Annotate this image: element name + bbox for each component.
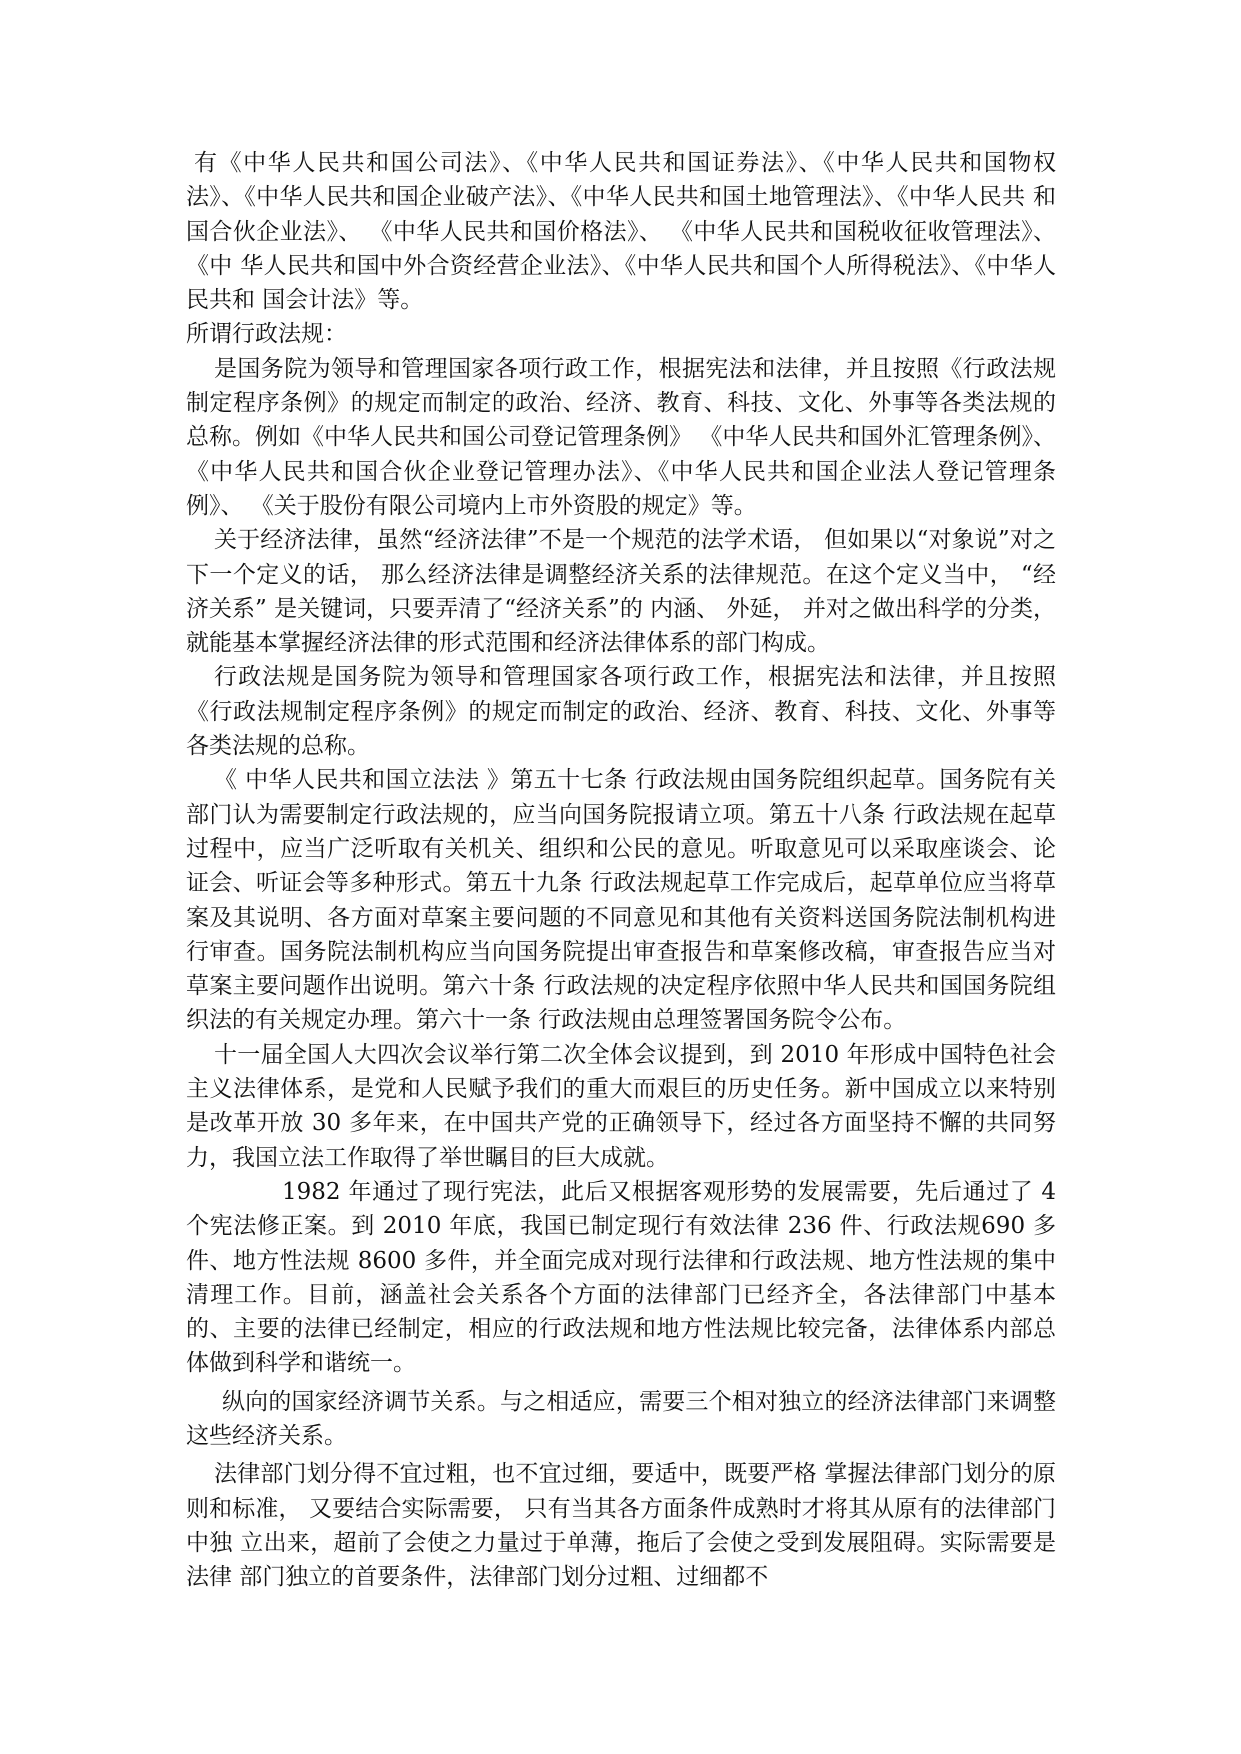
paragraph-admin-regulation-definition: 是国务院为领导和管理国家各项行政工作，根据宪法和法律，并且按照《行政法规制定程序条例》的规定而制定的政治、经济、教育、科技、文化、外事等各类法规的总称。例如《中华人民共和国公司登记管理条例》 《中华人民共和国外汇管理条例》、《中华人民共和国合伙企业登记管理办法》、《中华人民共和国企业法人登记管理条例》、 《关于股份有限公司境内上市外资股的规定》等。 [186,355,1056,519]
document-body [186,146,1056,1594]
paragraph-economic-law: 关于经济法律，虽然“经济法律”不是一个规范的法学术语， 但如果以“对象说”对之下一个定义的话， 那么经济法律是调整经济关系的法律规范。在这个定义当中， “经济关系” 是关键词，只要弄清了“经济关系”的 内涵、 外延， 并对之做出科学的分类， 就能基本掌握经济法律的形式范围和经济法律体系的部门构成。 [186,527,1056,657]
paragraph-legal-department-division: 法律部门划分得不宜过粗，也不宜过细，要适中，既要严格 掌握法律部门划分的原则和标准， 又要结合实际需要， 只有当其各方面条件成熟时才将其从原有的法律部门中独 立出来，超前了会使之力量过于单薄，拖后了会使之受到发展阻碍。实际需要是法律 部门独立的首要条件，法律部门划分过粗、过细都不 [186,1461,1056,1591]
paragraph-constitution-1982: 1982 年通过了现行宪法，此后又根据客观形势的发展需要，先后通过了 4 个宪法修正案。到 2010 年底，我国已制定现行有效法律 236 件、行政法规690 多件、地方性法规 8600 多件，并全面完成对现行法律和行政法规、地方性法规的集中清理工作。目前，涵盖社会关系各个方面的法律部门已经齐全，各法律部门中基本的、主要的法律已经制定，相应的行政法规和地方性法规比较完备，法律体系内部总体做到科学和谐统一。 [186,1178,1056,1377]
paragraph-admin-regulation-summary: 行政法规是国务院为领导和管理国家各项行政工作，根据宪法和法律，并且按照《行政法规制定程序条例》的规定而制定的政治、经济、教育、科技、文化、外事等各类法规的总称。 [186,664,1056,760]
paragraph-npc-session: 十一届全国人大四次会议举行第二次全体会议提到，到 2010 年形成中国特色社会主义法律体系，是党和人民赋予我们的重大而艰巨的历史任务。新中国成立以来特别是改革开放 30 多年来，在中国共产党的正确领导下，经过各方面坚持不懈的共同努力，我国立法工作取得了举世瞩目的巨大成就。 [186,1041,1056,1171]
paragraph-admin-regulation-heading: 所谓行政法规： [186,321,347,348]
paragraph-economic-regulation: 纵向的国家经济调节关系。与之相适应，需要三个相对独立的经济法律部门来调整这些经济关系。 [186,1388,1056,1449]
paragraph-legislation-law-articles: 《 中华人民共和国立法法 》第五十七条 行政法规由国务院组织起草。国务院有关部门认为需要制定行政法规的，应当向国务院报请立项。第五十八条 行政法规在起草过程中，应当广泛听取有关机关、组织和公民的意见。听取意见可以采取座谈会、论证会、听证会等多种形式。第五十九条 行政法规起草工作完成后，起草单位应当将草案及其说明、各方面对草案主要问题的不同意见和其他有关资料送国务院法制机构进行审查。国务院法制机构应当向国务院提出审查报告和草案修改稿，审查报告应当对草案主要问题作出说明。第六十条 行政法规的决定程序依照中华人民共和国国务院组织法的有关规定办理。第六十一条 行政法规由总理签署国务院令公布。 [186,767,1056,1034]
paragraph-law-list: 有《中华人民共和国公司法》、《中华人民共和国证券法》、《中华人民共和国物权法》、《中华人民共和国企业破产法》、《中华人民共和国土地管理法》、《中华人民共 和国合伙企业法》、 《中华人民共和国价格法》、 《中华人民共和国税收征收管理法》、 《中 华人民共和国中外合资经营企业法》、《中华人民共和国个人所得税法》、《中华人民共和 国会计法》等。 [186,150,1056,314]
